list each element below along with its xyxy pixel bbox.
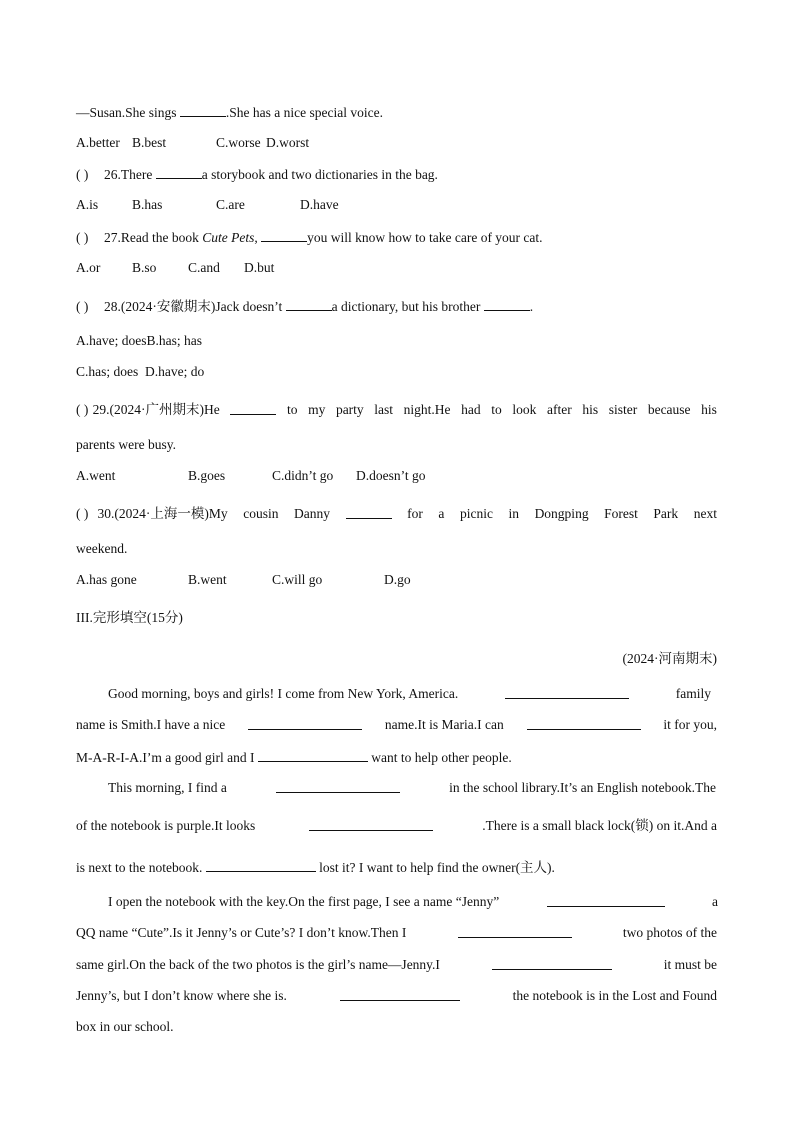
option-d: D.doesn’t go bbox=[356, 468, 426, 483]
option-c: C.didn’t go bbox=[272, 468, 334, 483]
option-a: A.went bbox=[76, 468, 116, 483]
answer-blank bbox=[261, 228, 307, 242]
cloze-blank-11 bbox=[340, 987, 460, 1001]
option-c: C.and bbox=[188, 260, 220, 275]
option-b: B.so bbox=[132, 260, 157, 275]
answer-blank bbox=[286, 297, 332, 311]
option-d: D.but bbox=[244, 260, 275, 275]
q28-options-row1 bbox=[76, 332, 202, 350]
option-a: A.or bbox=[76, 260, 101, 275]
passage-line: M-A-R-I-A.I’m a good girl and I want to help other people. bbox=[76, 750, 512, 765]
answer-blank bbox=[346, 505, 392, 519]
option-c: C.has; does bbox=[76, 364, 139, 379]
option-d: D.worst bbox=[266, 135, 310, 150]
question-29-line1: ( ) 29.(2024·广州期末)He to my party last night.He had to look after his sister because his bbox=[76, 402, 717, 417]
option-b: B.has; has bbox=[146, 333, 202, 348]
answer-paren: ( ) bbox=[76, 167, 89, 182]
option-a: A.have; does bbox=[76, 333, 147, 348]
option-b: B.goes bbox=[188, 468, 226, 483]
book-title: Cute Pets bbox=[202, 230, 255, 245]
option-a: A.has gone bbox=[76, 572, 137, 587]
option-b: B.went bbox=[188, 572, 227, 587]
passage-line: box in our school. bbox=[76, 1019, 174, 1034]
passage-line: Jenny’s, but I don’t know where she is. the notebook is in the Lost and Found bbox=[76, 988, 717, 1003]
passage-line: is next to the notebook. lost it? I want to help find the owner(主人). bbox=[76, 860, 555, 875]
option-b: B.has bbox=[132, 197, 163, 212]
option-d: D.have; do bbox=[145, 364, 205, 379]
section-heading: III.完形填空(15分) bbox=[76, 610, 183, 625]
answer-blank bbox=[230, 401, 276, 415]
option-c: C.will go bbox=[272, 572, 323, 587]
cloze-blank-7 bbox=[206, 858, 316, 872]
answer-blank bbox=[180, 103, 226, 117]
answer-paren: ( ) bbox=[76, 230, 89, 245]
answer-paren: ( ) bbox=[76, 402, 89, 417]
option-a: A.better bbox=[76, 135, 120, 150]
cloze-blank-5 bbox=[276, 779, 400, 793]
q25-sentence: —Susan.She sings .She has a nice special voice. bbox=[76, 105, 383, 120]
cloze-blank-6 bbox=[309, 817, 433, 831]
cloze-blank-10 bbox=[492, 956, 612, 970]
cloze-blank-3 bbox=[527, 716, 641, 730]
option-d: D.have bbox=[300, 197, 339, 212]
answer-paren: ( ) bbox=[76, 299, 89, 314]
cloze-blank-8 bbox=[547, 893, 665, 907]
option-c: C.worse bbox=[216, 135, 261, 150]
cloze-blank-4 bbox=[258, 748, 368, 762]
q28-options-row2 bbox=[76, 363, 204, 381]
passage-line: same girl.On the back of the two photos is the girl’s name—Jenny.I it must be bbox=[76, 957, 717, 972]
answer-blank bbox=[156, 165, 202, 179]
question-26: ( ) 26.There a storybook and two dictionaries in the bag. bbox=[76, 167, 438, 182]
passage-line: name is Smith.I have a nice name.It is Maria.I can it for you, bbox=[76, 717, 717, 732]
option-d: D.go bbox=[384, 572, 411, 587]
option-b: B.best bbox=[132, 135, 167, 150]
passage-source: (2024·河南期末) bbox=[622, 651, 717, 666]
question-27: ( ) 27.Read the book Cute Pets, you will know how to take care of your cat. bbox=[76, 230, 543, 245]
cloze-blank-9 bbox=[458, 924, 572, 938]
answer-paren: ( ) bbox=[76, 506, 89, 521]
passage-line: Good morning, boys and girls! I come from New York, America. family bbox=[108, 686, 711, 701]
passage-line: This morning, I find a in the school library.It’s an English notebook.The bbox=[108, 780, 716, 795]
q25-options bbox=[76, 134, 310, 152]
question-29-line2: parents were busy. bbox=[76, 437, 176, 452]
option-c: C.are bbox=[216, 197, 245, 212]
question-30-line2: weekend. bbox=[76, 541, 128, 556]
passage-line: QQ name “Cute”.Is it Jenny’s or Cute’s? I don’t know.Then I two photos of the bbox=[76, 925, 717, 940]
answer-blank bbox=[484, 297, 530, 311]
option-a: A.is bbox=[76, 197, 99, 212]
question-28: ( ) 28.(2024·安徽期末)Jack doesn’t a dictionary, but his brother . bbox=[76, 299, 534, 314]
cloze-blank-2 bbox=[248, 716, 362, 730]
passage-line: I open the notebook with the key.On the first page, I see a name “Jenny” a bbox=[108, 894, 718, 909]
cloze-blank-1 bbox=[505, 685, 629, 699]
passage-line: of the notebook is purple.It looks .There is a small black lock(锁) on it.And a bbox=[76, 818, 717, 833]
question-30-line1: ( ) 30.(2024·上海一模)My cousin Danny for a picnic in Dongping Forest Park next bbox=[76, 506, 717, 521]
